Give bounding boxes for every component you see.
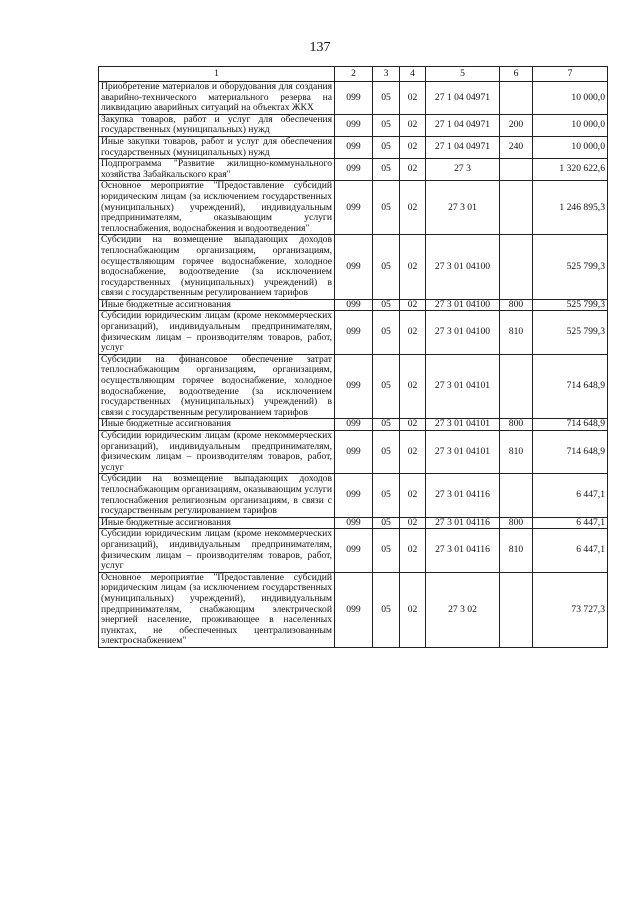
column-header: 1 — [99, 67, 335, 82]
row-gr-code: 099 — [335, 181, 373, 235]
row-pr-code: 02 — [400, 572, 426, 647]
row-rz-code: 05 — [373, 529, 400, 572]
row-gr-code: 099 — [335, 431, 373, 474]
row-vr-code: 810 — [500, 311, 533, 354]
row-sum: 6 447,1 — [533, 529, 608, 572]
row-vr-code — [500, 235, 533, 300]
row-rz-code: 05 — [373, 474, 400, 517]
row-rz-code: 05 — [373, 114, 400, 136]
table-row — [99, 311, 608, 354]
row-gr-code: 099 — [335, 159, 373, 181]
row-name: Субсидии на возмещение выпадающих доходов теплоснабжающим организациям, организациям, осуществляющим горячее водоснабжение, холодное водоснабжение, водоотведение (за исключением государственных (муниципальных) учреждений) в связи с государственным регулированием тарифов — [99, 235, 335, 300]
row-rz-code: 05 — [373, 136, 400, 158]
row-rz-code: 05 — [373, 419, 400, 431]
row-csr-code: 27 3 01 — [426, 181, 500, 235]
row-name: Иные закупки товаров, работ и услуг для обеспечения государственных (муниципальных) нужд — [99, 136, 335, 158]
table-row — [99, 572, 608, 647]
row-name: Основное мероприятие "Предоставление субсидий юридическим лицам (за исключением государственных (муниципальных) учреждений), индивидуальным предпринимателям, снабжающим электрической энергией население, проживающее в населенных пунктах, не обеспеченных централизованным электроснабжением" — [99, 572, 335, 647]
row-pr-code: 02 — [400, 354, 426, 419]
row-pr-code: 02 — [400, 431, 426, 474]
row-csr-code: 27 3 01 04116 — [426, 517, 500, 529]
row-pr-code: 02 — [400, 529, 426, 572]
row-gr-code: 099 — [335, 419, 373, 431]
row-rz-code: 05 — [373, 181, 400, 235]
budget-table — [98, 66, 608, 648]
row-gr-code: 099 — [335, 82, 373, 115]
row-rz-code: 05 — [373, 235, 400, 300]
row-pr-code: 02 — [400, 159, 426, 181]
row-vr-code: 810 — [500, 529, 533, 572]
row-csr-code: 27 3 01 04101 — [426, 354, 500, 419]
row-vr-code: 800 — [500, 419, 533, 431]
row-csr-code: 27 3 01 04100 — [426, 311, 500, 354]
row-name: Закупка товаров, работ и услуг для обеспечения государственных (муниципальных) нужд — [99, 114, 335, 136]
row-pr-code: 02 — [400, 299, 426, 311]
row-name: Подпрограмма "Развитие жилищно-коммунального хозяйства Забайкальского края" — [99, 159, 335, 181]
row-rz-code: 05 — [373, 82, 400, 115]
row-gr-code: 099 — [335, 517, 373, 529]
row-pr-code: 02 — [400, 474, 426, 517]
row-sum: 10 000,0 — [533, 82, 608, 115]
row-sum: 10 000,0 — [533, 136, 608, 158]
row-sum: 714 648,9 — [533, 431, 608, 474]
row-sum: 525 799,3 — [533, 311, 608, 354]
column-header: 7 — [533, 67, 608, 82]
table-row — [99, 354, 608, 419]
row-pr-code: 02 — [400, 82, 426, 115]
row-rz-code: 05 — [373, 517, 400, 529]
row-name: Субсидии юридическим лицам (кроме некоммерческих организаций), индивидуальным предпринимателям, физическим лицам – производителям товаров, работ, услуг — [99, 431, 335, 474]
row-pr-code: 02 — [400, 181, 426, 235]
table-row — [99, 431, 608, 474]
row-sum: 714 648,9 — [533, 419, 608, 431]
column-header: 6 — [500, 67, 533, 82]
table-row — [99, 299, 608, 311]
row-vr-code: 800 — [500, 517, 533, 529]
row-rz-code: 05 — [373, 354, 400, 419]
column-header: 4 — [400, 67, 426, 82]
row-gr-code: 099 — [335, 311, 373, 354]
row-sum: 525 799,3 — [533, 299, 608, 311]
row-pr-code: 02 — [400, 517, 426, 529]
table-row — [99, 159, 608, 181]
row-gr-code: 099 — [335, 572, 373, 647]
row-name: Субсидии на финансовое обеспечение затрат теплоснабжающим организациям, организациям, осуществляющим горячее водоснабжение, холодное водоснабжение, водоотведение (за исключением государственных (муниципальных) учреждений) в связи с государственным регулированием тарифов — [99, 354, 335, 419]
row-vr-code — [500, 159, 533, 181]
table-row — [99, 529, 608, 572]
row-csr-code: 27 3 01 04101 — [426, 419, 500, 431]
row-csr-code: 27 1 04 04971 — [426, 114, 500, 136]
table-row — [99, 517, 608, 529]
row-rz-code: 05 — [373, 299, 400, 311]
row-name: Иные бюджетные ассигнования — [99, 299, 335, 311]
row-name: Основное мероприятие "Предоставление субсидий юридическим лицам (за исключением государственных (муниципальных) учреждений), индивидуальным предпринимателям, оказывающим услуги теплоснабжения, водоснабжения и водоотведения" — [99, 181, 335, 235]
column-header: 5 — [426, 67, 500, 82]
row-vr-code — [500, 572, 533, 647]
table-row — [99, 235, 608, 300]
row-sum: 6 447,1 — [533, 474, 608, 517]
row-gr-code: 099 — [335, 474, 373, 517]
row-csr-code: 27 3 — [426, 159, 500, 181]
row-sum: 6 447,1 — [533, 517, 608, 529]
row-sum: 714 648,9 — [533, 354, 608, 419]
table-row — [99, 114, 608, 136]
row-vr-code — [500, 354, 533, 419]
table-row — [99, 136, 608, 158]
row-name: Приобретение материалов и оборудования для создания аварийно-технического материального резерва на ликвидацию аварийных ситуаций на объектах ЖКХ — [99, 82, 335, 115]
table-row — [99, 181, 608, 235]
row-name: Субсидии юридическим лицам (кроме некоммерческих организаций), индивидуальным предпринимателям, физическим лицам – производителям товаров, работ, услуг — [99, 311, 335, 354]
row-vr-code: 810 — [500, 431, 533, 474]
row-gr-code: 099 — [335, 299, 373, 311]
row-gr-code: 099 — [335, 235, 373, 300]
row-rz-code: 05 — [373, 159, 400, 181]
row-pr-code: 02 — [400, 419, 426, 431]
page-number: 137 — [309, 40, 331, 55]
column-header: 3 — [373, 67, 400, 82]
row-csr-code: 27 3 02 — [426, 572, 500, 647]
row-csr-code: 27 3 01 04116 — [426, 529, 500, 572]
row-sum: 1 320 622,6 — [533, 159, 608, 181]
row-vr-code: 800 — [500, 299, 533, 311]
row-rz-code: 05 — [373, 572, 400, 647]
row-sum: 1 246 895,3 — [533, 181, 608, 235]
row-vr-code — [500, 474, 533, 517]
row-csr-code: 27 3 01 04100 — [426, 299, 500, 311]
table-row — [99, 474, 608, 517]
row-csr-code: 27 3 01 04101 — [426, 431, 500, 474]
row-sum: 73 727,3 — [533, 572, 608, 647]
row-name: Субсидии юридическим лицам (кроме некоммерческих организаций), индивидуальным предпринимателям, физическим лицам – производителям товаров, работ, услуг — [99, 529, 335, 572]
row-csr-code: 27 3 01 04116 — [426, 474, 500, 517]
row-vr-code: 240 — [500, 136, 533, 158]
row-gr-code: 099 — [335, 354, 373, 419]
row-gr-code: 099 — [335, 114, 373, 136]
row-vr-code — [500, 82, 533, 115]
row-sum: 10 000,0 — [533, 114, 608, 136]
row-csr-code: 27 1 04 04971 — [426, 82, 500, 115]
row-pr-code: 02 — [400, 311, 426, 354]
row-name: Иные бюджетные ассигнования — [99, 419, 335, 431]
row-gr-code: 099 — [335, 136, 373, 158]
row-name: Субсидии на возмещение выпадающих доходов теплоснабжающим организациям, оказывающим услуги теплоснабжения религиозным организациям, в связи с государственным регулированием тарифов — [99, 474, 335, 517]
row-csr-code: 27 1 04 04971 — [426, 136, 500, 158]
table-row — [99, 82, 608, 115]
row-rz-code: 05 — [373, 311, 400, 354]
row-gr-code: 099 — [335, 529, 373, 572]
row-pr-code: 02 — [400, 136, 426, 158]
row-vr-code — [500, 181, 533, 235]
row-pr-code: 02 — [400, 235, 426, 300]
row-csr-code: 27 3 01 04100 — [426, 235, 500, 300]
row-sum: 525 799,3 — [533, 235, 608, 300]
table-row — [99, 419, 608, 431]
row-pr-code: 02 — [400, 114, 426, 136]
row-rz-code: 05 — [373, 431, 400, 474]
row-vr-code: 200 — [500, 114, 533, 136]
table-header-row — [99, 67, 608, 82]
row-name: Иные бюджетные ассигнования — [99, 517, 335, 529]
column-header: 2 — [335, 67, 373, 82]
